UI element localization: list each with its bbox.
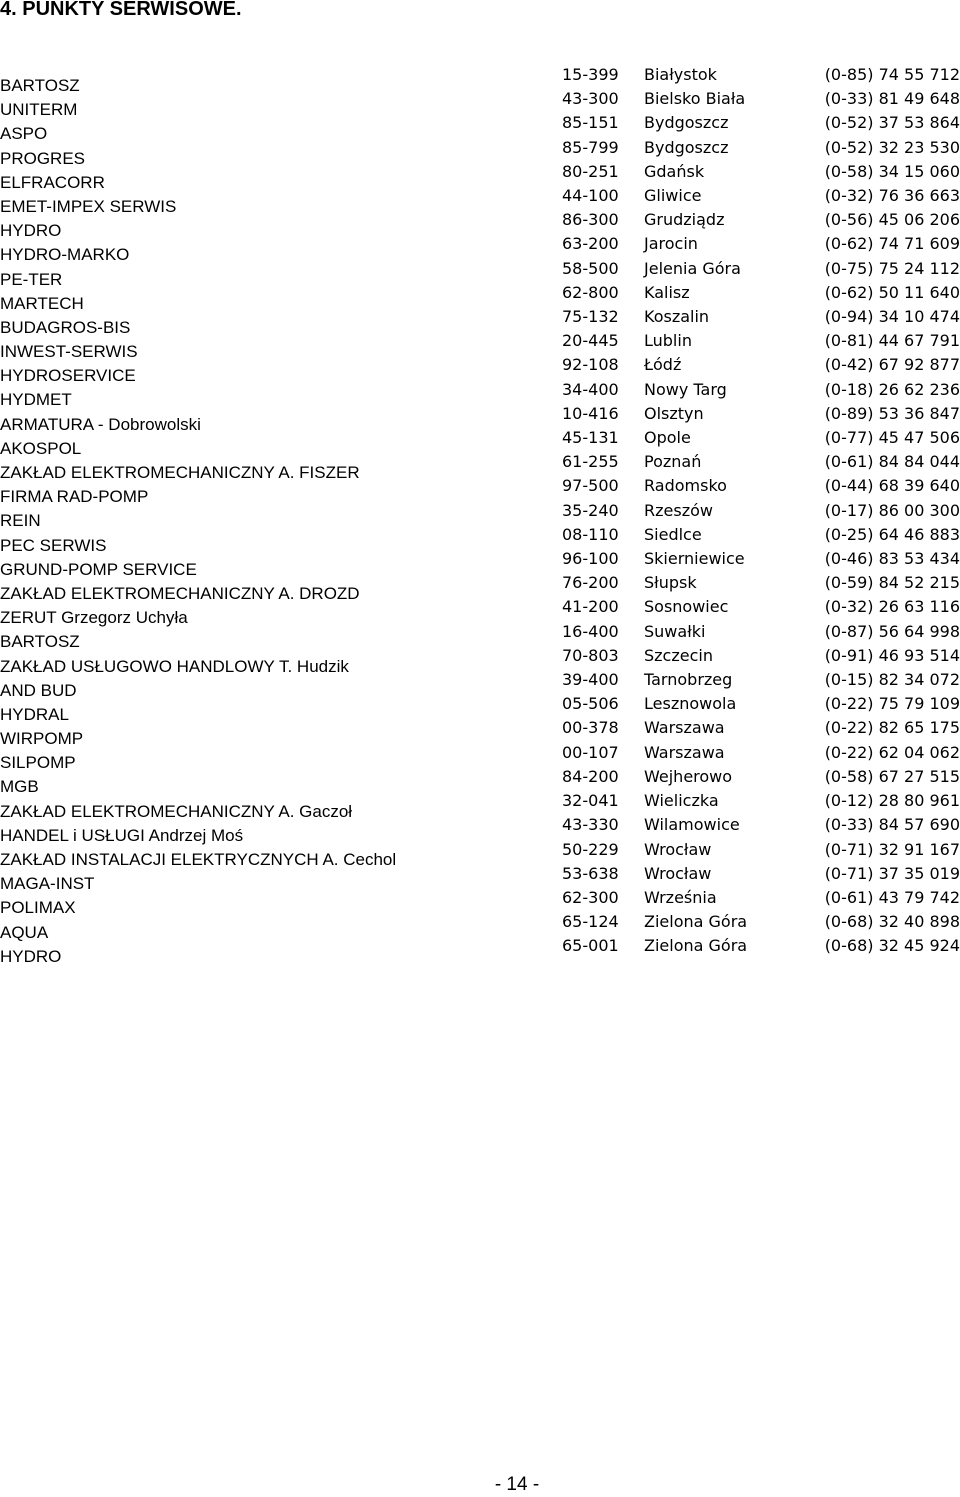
- table-row: [562, 329, 960, 353]
- city-name: Bielsko Biała: [644, 89, 746, 109]
- phone-number: (0-56) 45 06 206: [824, 210, 960, 230]
- phone-number: (0-42) 67 92 877: [824, 355, 960, 375]
- service-company-name: PROGRES: [0, 148, 86, 168]
- city-name: Opole: [644, 428, 691, 448]
- city-name: Nowy Targ: [644, 379, 727, 399]
- phone-number: (0-87) 56 64 998: [824, 621, 960, 641]
- service-company-name: BARTOSZ: [0, 76, 80, 95]
- table-row: [562, 499, 960, 523]
- service-company-name: ZAKŁAD INSTALACJI ELEKTRYCZNYCH A. Cechol: [0, 850, 397, 869]
- service-company-name: EMET-IMPEX SERWIS: [0, 196, 177, 216]
- postal-code: 35-240: [562, 500, 619, 520]
- postal-code: 53-638: [562, 863, 619, 883]
- service-company-name: AND BUD: [0, 680, 77, 700]
- table-row: [562, 692, 960, 716]
- phone-number: (0-12) 28 80 961: [824, 791, 960, 811]
- table-row: [562, 644, 960, 668]
- table-row: [562, 886, 960, 910]
- city-name: Skierniewice: [644, 549, 745, 569]
- city-name: Września: [644, 887, 717, 907]
- postal-code: 62-300: [562, 887, 619, 907]
- table-row: [562, 934, 960, 958]
- service-company-name: BARTOSZ: [0, 632, 80, 652]
- phone-number: (0-61) 84 84 044: [824, 452, 960, 472]
- postal-code: 80-251: [562, 161, 619, 181]
- city-name: Zielona Góra: [644, 936, 748, 956]
- city-name: Radomsko: [644, 476, 727, 496]
- postal-code: 34-400: [562, 379, 619, 399]
- postal-code: 39-400: [562, 670, 619, 690]
- phone-number: (0-68) 32 45 924: [824, 936, 960, 956]
- postal-code: 85-151: [562, 113, 619, 133]
- city-name: Wrocław: [644, 839, 712, 859]
- page-number: - 14 -: [494, 1474, 540, 1495]
- city-name: Siedlce: [644, 524, 702, 544]
- service-company-name: HYDRO-MARKO: [0, 245, 130, 265]
- service-company-name: REIN: [0, 511, 41, 531]
- service-company-name: HYDROSERVICE: [0, 366, 136, 386]
- city-name: Kalisz: [644, 282, 690, 302]
- phone-number: (0-33) 84 57 690: [824, 815, 960, 835]
- phone-number: (0-58) 34 15 060: [824, 161, 960, 181]
- table-row: [562, 620, 960, 644]
- city-name: Suwałki: [644, 621, 706, 641]
- table-row: [562, 184, 960, 208]
- city-name: Szczecin: [644, 645, 713, 665]
- phone-number: (0-85) 74 55 712: [824, 65, 960, 84]
- table-row: [562, 87, 960, 111]
- service-company-name: HYDRO: [0, 221, 62, 241]
- service-company-name: UNITERM: [0, 100, 78, 120]
- service-company-name: BUDAGROS-BIS: [0, 317, 131, 337]
- postal-code: 45-131: [562, 428, 619, 448]
- service-company-name: HYDRO: [0, 946, 62, 966]
- postal-code: 62-800: [562, 282, 619, 302]
- service-company-name: ZAKŁAD ELEKTROMECHANICZNY A. DROZD: [0, 583, 360, 603]
- phone-number: (0-17) 86 00 300: [824, 500, 960, 520]
- table-row: [562, 426, 960, 450]
- service-company-name: ZAKŁAD ELEKTROMECHANICZNY A. FISZER: [0, 463, 360, 482]
- city-name: Bydgoszcz: [644, 137, 729, 157]
- city-name: Zielona Góra: [644, 912, 748, 932]
- postal-code: 58-500: [562, 258, 619, 278]
- service-company-name: FIRMA RAD-POMP: [0, 487, 149, 507]
- service-location-rows: [562, 63, 960, 959]
- postal-code: 00-378: [562, 718, 619, 738]
- phone-number: (0-32) 26 63 116: [824, 597, 960, 617]
- postal-code: 86-300: [562, 210, 619, 230]
- postal-code: 65-001: [562, 936, 619, 956]
- table-row: [562, 523, 960, 547]
- phone-number: (0-71) 32 91 167: [824, 839, 960, 859]
- city-name: Sosnowiec: [644, 597, 729, 617]
- phone-number: (0-58) 67 27 515: [824, 766, 960, 786]
- table-row: [562, 668, 960, 692]
- postal-code: 16-400: [562, 621, 619, 641]
- city-name: Wrocław: [644, 863, 712, 883]
- phone-number: (0-25) 64 46 883: [824, 524, 960, 544]
- table-row: [562, 765, 960, 789]
- city-name: Lublin: [644, 331, 692, 351]
- service-company-name: ELFRACORR: [0, 172, 105, 192]
- table-row: [562, 716, 960, 740]
- service-company-name: WIRPOMP: [0, 729, 84, 749]
- service-company-name: AKOSPOL: [0, 438, 82, 458]
- postal-code: 10-416: [562, 403, 619, 423]
- city-name: Białystok: [644, 65, 717, 84]
- service-company-name: ZAKŁAD ELEKTROMECHANICZNY A. Gaczoł: [0, 801, 353, 821]
- postal-code: 05-506: [562, 694, 619, 714]
- phone-number: (0-18) 26 62 236: [824, 379, 960, 399]
- service-company-name: ASPO: [0, 124, 48, 144]
- postal-code: 44-100: [562, 186, 619, 206]
- postal-code: 50-229: [562, 839, 619, 859]
- city-name: Olsztyn: [644, 403, 704, 423]
- phone-number: (0-33) 81 49 648: [824, 89, 960, 109]
- phone-number: (0-89) 53 36 847: [824, 403, 960, 423]
- table-row: [562, 547, 960, 571]
- city-name: Rzeszów: [644, 500, 713, 520]
- city-name: Jarocin: [644, 234, 698, 254]
- postal-code: 96-100: [562, 549, 619, 569]
- postal-code: 41-200: [562, 597, 619, 617]
- table-row: [562, 208, 960, 232]
- postal-code: 76-200: [562, 573, 619, 593]
- service-company-name: HANDEL i USŁUGI Andrzej Moś: [0, 825, 244, 845]
- phone-number: (0-81) 44 67 791: [824, 331, 960, 351]
- phone-number: (0-15) 82 34 072: [824, 670, 960, 690]
- service-company-name: INWEST-SERWIS: [0, 342, 138, 362]
- postal-code: 65-124: [562, 912, 619, 932]
- phone-number: (0-22) 75 79 109: [824, 694, 960, 714]
- table-row: [562, 111, 960, 135]
- postal-code: 92-108: [562, 355, 619, 375]
- table-row: [562, 862, 960, 886]
- table-row: [562, 789, 960, 813]
- postal-code: 85-799: [562, 137, 619, 157]
- table-row: [562, 838, 960, 862]
- service-company-name: PE-TER: [0, 269, 63, 289]
- service-company-name: ARMATURA - Dobrowolski: [0, 414, 201, 434]
- table-row: [562, 160, 960, 184]
- phone-number: (0-52) 37 53 864: [824, 113, 960, 133]
- city-name: Warszawa: [644, 742, 725, 762]
- phone-number: (0-62) 74 71 609: [824, 234, 960, 254]
- postal-code: 08-110: [562, 524, 619, 544]
- city-name: Warszawa: [644, 718, 725, 738]
- table-row: [562, 281, 960, 305]
- city-name: Tarnobrzeg: [644, 670, 733, 690]
- postal-code: 15-399: [562, 65, 619, 84]
- page-title: 4. PUNKTY SERWISOWE.: [0, 0, 242, 20]
- city-name: Gliwice: [644, 186, 702, 206]
- postal-code: 20-445: [562, 331, 619, 351]
- service-company-name: ZERUT Grzegorz Uchyła: [0, 608, 188, 628]
- city-name: Wieliczka: [644, 791, 719, 811]
- phone-number: (0-52) 32 23 530: [824, 137, 960, 157]
- service-company-name: HYDMET: [0, 390, 72, 410]
- city-name: Grudziądz: [644, 210, 725, 230]
- postal-code: 63-200: [562, 234, 619, 254]
- city-name: Wejherowo: [644, 766, 733, 786]
- table-row: [562, 571, 960, 595]
- table-row: [562, 595, 960, 619]
- table-row: [562, 63, 960, 87]
- service-company-name: PEC SERWIS: [0, 535, 107, 555]
- city-name: Poznań: [644, 452, 702, 472]
- service-company-name: HYDRAL: [0, 704, 69, 724]
- phone-number: (0-91) 46 93 514: [824, 645, 960, 665]
- phone-number: (0-22) 82 65 175: [824, 718, 960, 738]
- service-company-name: GRUND-POMP SERVICE: [0, 559, 197, 579]
- service-company-name: MARTECH: [0, 293, 84, 313]
- city-name: Gdańsk: [644, 161, 705, 181]
- city-name: Łódź: [644, 355, 682, 375]
- postal-code: 61-255: [562, 452, 619, 472]
- phone-number: (0-32) 76 36 663: [824, 186, 960, 206]
- service-company-name: MGB: [0, 777, 39, 797]
- city-name: Słupsk: [644, 573, 697, 593]
- table-row: [562, 353, 960, 377]
- postal-code: 00-107: [562, 742, 619, 762]
- phone-number: (0-77) 45 47 506: [824, 428, 960, 448]
- table-row: [562, 136, 960, 160]
- city-name: Jelenia Góra: [644, 258, 741, 278]
- phone-number: (0-22) 62 04 062: [824, 742, 960, 762]
- phone-number: (0-59) 84 52 215: [824, 573, 960, 593]
- city-name: Wilamowice: [644, 815, 740, 835]
- postal-code: 43-300: [562, 89, 619, 109]
- postal-code: 97-500: [562, 476, 619, 496]
- table-row: [562, 910, 960, 934]
- phone-number: (0-61) 43 79 742: [824, 887, 960, 907]
- postal-code: 32-041: [562, 791, 619, 811]
- city-name: Koszalin: [644, 307, 710, 327]
- service-company-name: AQUA: [0, 922, 49, 942]
- table-row: [562, 402, 960, 426]
- service-company-name: MAGA-INST: [0, 874, 95, 894]
- postal-code: 84-200: [562, 766, 619, 786]
- table-row: [562, 741, 960, 765]
- phone-number: (0-75) 75 24 112: [824, 258, 960, 278]
- table-row: [562, 378, 960, 402]
- phone-number: (0-44) 68 39 640: [824, 476, 960, 496]
- service-company-name: SILPOMP: [0, 753, 76, 773]
- city-name: Lesznowola: [644, 694, 737, 714]
- phone-number: (0-62) 50 11 640: [824, 282, 960, 302]
- postal-code: 70-803: [562, 645, 619, 665]
- service-company-list: [0, 74, 540, 969]
- phone-number: (0-46) 83 53 434: [824, 549, 960, 569]
- table-row: [562, 257, 960, 281]
- table-row: [562, 232, 960, 256]
- postal-code: 43-330: [562, 815, 619, 835]
- service-location-table: [562, 63, 960, 959]
- phone-number: (0-68) 32 40 898: [824, 912, 960, 932]
- service-company-name: POLIMAX: [0, 898, 76, 918]
- phone-number: (0-94) 34 10 474: [824, 307, 960, 327]
- table-row: [562, 813, 960, 837]
- table-row: [562, 305, 960, 329]
- postal-code: 75-132: [562, 307, 619, 327]
- phone-number: (0-71) 37 35 019: [824, 863, 960, 883]
- table-row: [562, 450, 960, 474]
- service-company-name: ZAKŁAD USŁUGOWO HANDLOWY T. Hudzik: [0, 656, 349, 676]
- city-name: Bydgoszcz: [644, 113, 729, 133]
- table-row: [562, 474, 960, 498]
